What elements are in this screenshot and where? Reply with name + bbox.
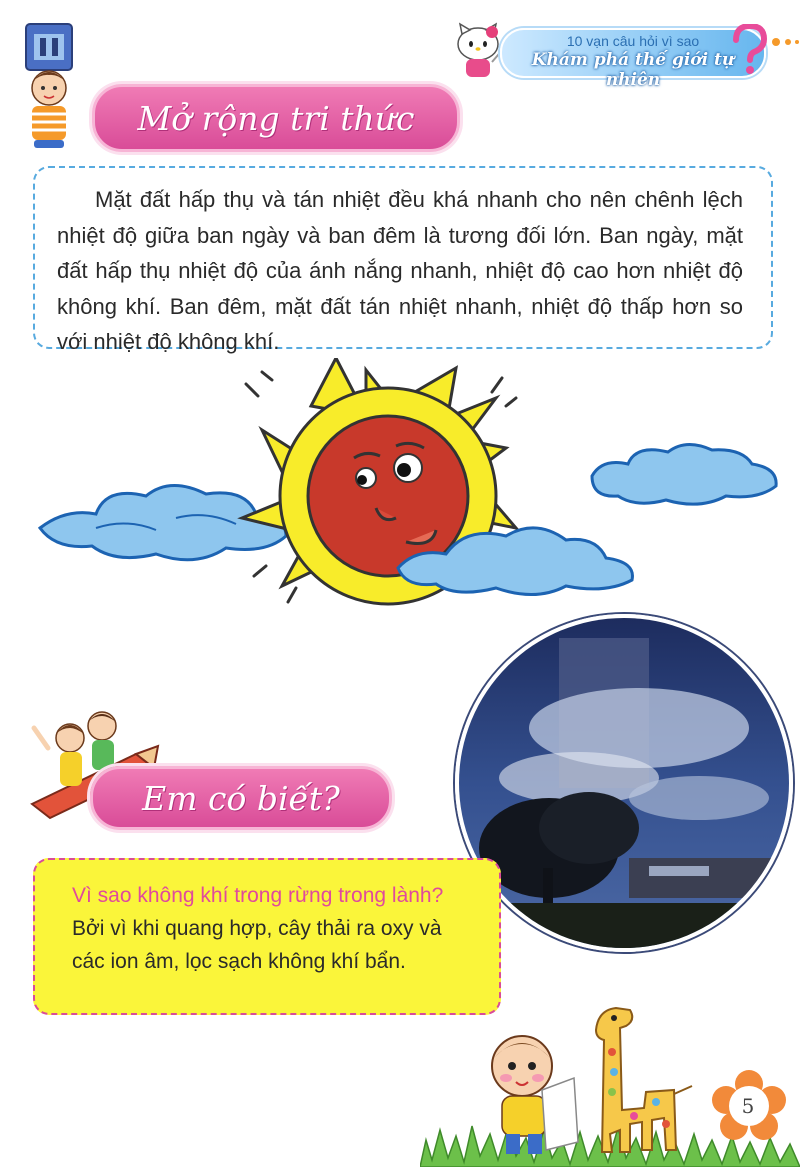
page-number: 5: [741, 1094, 755, 1118]
header-banner: [500, 28, 766, 90]
giraffe-illustration: [586, 1000, 696, 1160]
section-title-text: Mở rộng tri thức: [137, 98, 415, 138]
header-illustration-kid: [14, 22, 84, 150]
knowledge-paragraph: Mặt đất hấp thụ và tán nhiệt đều khá nhanh cho nên chênh lệch nhiệt độ giữa ban ngày và ban đêm là tương đối lớn. Ban ngày, mặt đất hấp thụ nhiệt độ của ánh nắng nhanh, nhiệt độ cao hơn nhiệt độ không khí. Ban đêm, mặt đất tán nhiệt nhanh, nhiệt độ thấp hơn so với nhiệt độ không khí.: [57, 187, 743, 354]
knowledge-box: [33, 166, 773, 354]
series-title: 10 vạn câu hỏi vì sao: [566, 33, 700, 49]
hello-kitty-icon: [452, 22, 506, 80]
forest-sky-photo: [455, 614, 793, 952]
fact-box: [33, 858, 501, 1015]
section-title-knowledge: [92, 84, 460, 152]
boy-with-book-illustration: [482, 1030, 586, 1160]
cloud-illustration: [40, 485, 286, 559]
section-title-fact: [90, 766, 392, 830]
section-title-text: Em có biết?: [142, 778, 340, 818]
sun-illustration: [36, 358, 786, 608]
fact-question: Vì sao không khí trong rừng trong lành?: [72, 884, 444, 907]
fact-answer: Bởi vì khi quang hợp, cây thải ra oxy và các ion âm, lọc sạch không khí bẩn.: [72, 917, 442, 973]
book-title: Khám phá thế giới tự nhiên: [531, 50, 735, 90]
question-mark-icon: [730, 24, 800, 78]
